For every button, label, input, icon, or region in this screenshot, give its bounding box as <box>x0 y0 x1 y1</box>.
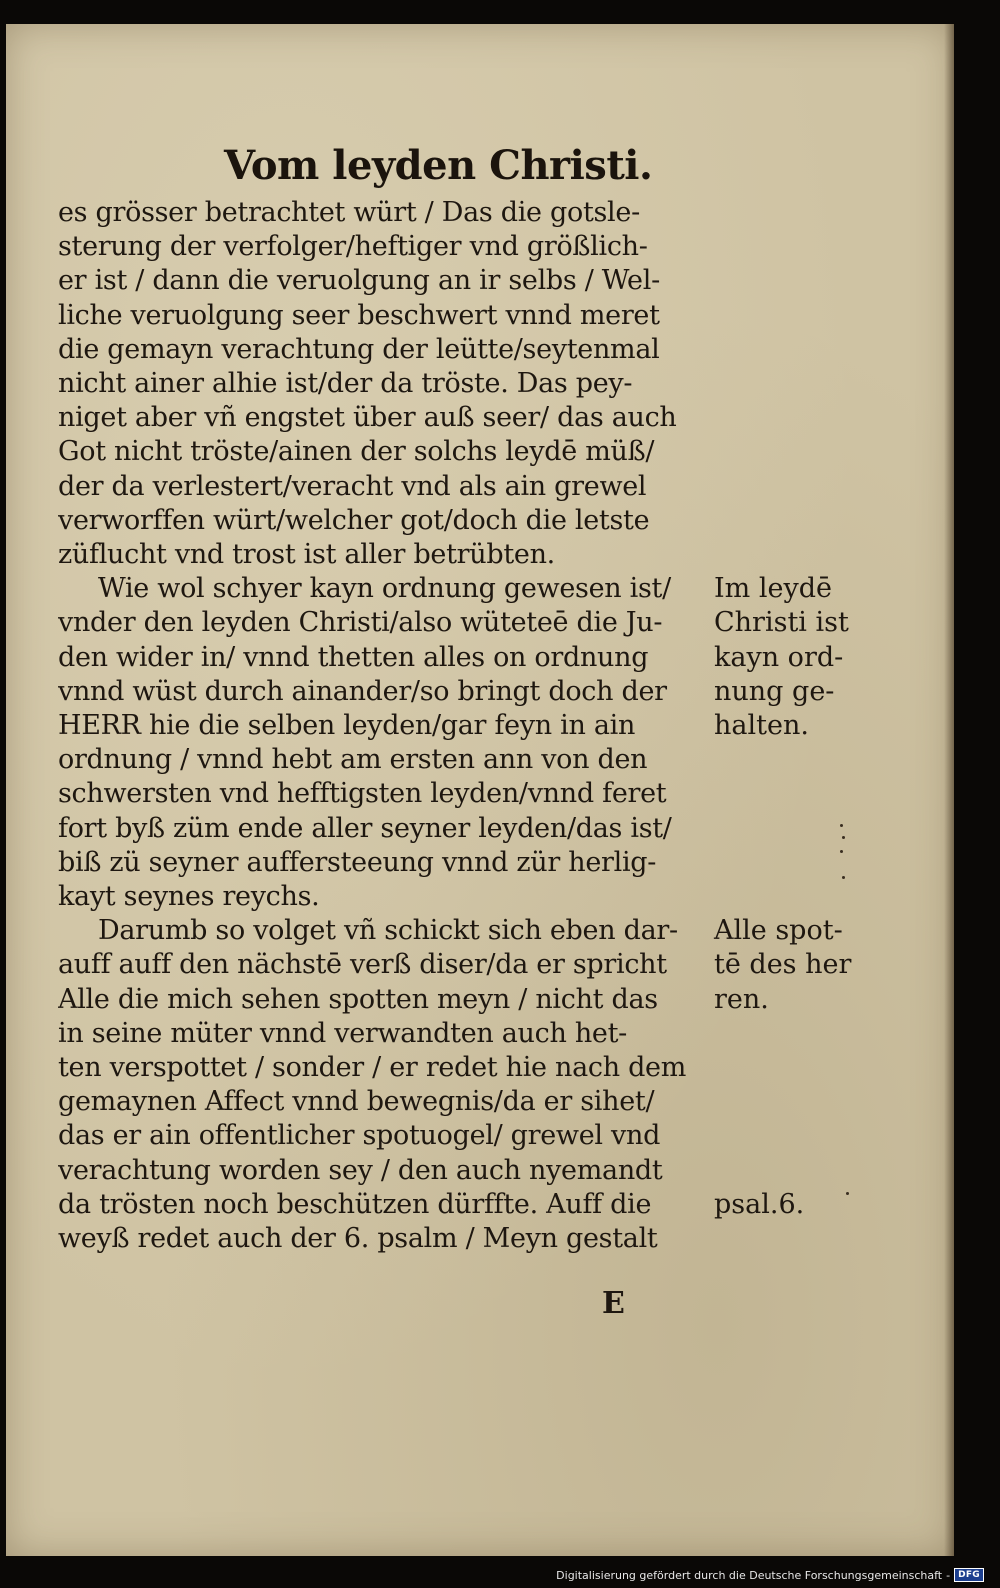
paper-speck <box>842 836 845 839</box>
text-line: HERR hie die selben leyden/gar feyn in ain <box>58 710 636 741</box>
page-spine-shadow <box>944 24 954 1556</box>
margin-note: ren. <box>714 983 769 1015</box>
text-line: er ist / dann die veruolgung an ir selbs / Wel- <box>58 265 660 297</box>
margin-note: Im leydē <box>714 573 832 605</box>
text-line: da trösten noch beschützen dürffte. Auff die <box>58 1188 652 1220</box>
margin-note: Alle spot- <box>714 915 843 947</box>
digitization-footer: Digitalisierung gefördert durch die Deutsche Forschungsgemeinschaft - DFG <box>556 1568 984 1582</box>
text-line: niget aber vñ engstet über auß seer/ das auch <box>58 402 677 434</box>
text-line: ordnung / vnnd hebt am ersten ann von den <box>58 744 648 776</box>
text-line: vnder den leyden Christi/also wüteteē die Ju- <box>58 607 663 639</box>
margin-note: Christi ist <box>714 607 849 639</box>
text-line: biß zü seyner aufferstееung vnnd zür herlig- <box>58 846 657 878</box>
text-line: auff auff den nächstē verß diser/da er spricht <box>58 949 667 981</box>
text-line: es grösser betrachtet würt / Das die gotsle- <box>58 197 640 228</box>
text-line: Got nicht tröste/ainen der solchs leydē müß/ <box>58 436 655 468</box>
book-page <box>6 24 954 1556</box>
margin-note: halten. <box>714 710 809 741</box>
text-line: weyß redet auch der 6. psalm / Meyn gestalt <box>58 1223 658 1254</box>
text-line: züflucht vnd trost ist aller betrübten. <box>58 539 555 570</box>
text-line: das er ain offentlicher spotuogel/ grewel vnd <box>58 1120 661 1152</box>
paper-speck <box>842 876 845 879</box>
margin-note: nung ge- <box>714 675 835 707</box>
margin-note: kayn ord- <box>714 641 844 673</box>
text-line: Wie wol schyer kayn ordnung gewesen ist/ <box>98 573 671 605</box>
text-line: in seine müter vnnd verwandten auch het- <box>58 1017 627 1049</box>
running-head: Vom leyden Christi. <box>224 142 653 189</box>
text-line: sterung der verfolger/heftiger vnd größlich- <box>58 231 648 263</box>
text-line: verachtung worden sey / den auch nyemandt <box>58 1154 663 1186</box>
text-line: schwersten vnd hefftigsten leyden/vnnd feret <box>58 778 667 810</box>
text-line: ten verspottet / sonder / er redet hie nach dem <box>58 1052 687 1083</box>
paper-speck <box>846 1192 849 1195</box>
text-line: vnnd wüst durch ainander/so bringt doch der <box>58 675 667 707</box>
text-line: Alle die mich sehen spotten meyn / nicht das <box>58 983 658 1015</box>
text-line: liche veruolgung seer beschwert vnnd meret <box>58 299 660 331</box>
text-line: fort byß züm ende aller seyner leyden/das ist/ <box>58 812 672 844</box>
paper-speck <box>840 824 843 827</box>
paper-speck <box>840 850 843 853</box>
text-line: Darumb so volget vñ schickt sich eben dar- <box>98 915 678 947</box>
margin-note: psal.6. <box>714 1188 805 1220</box>
funding-credit: Digitalisierung gefördert durch die Deutsche Forschungsgemeinschaft <box>556 1568 943 1582</box>
dfg-logo-icon: DFG <box>954 1568 984 1582</box>
margin-note: tē des her <box>714 949 852 981</box>
text-line: gemaynen Affect vnnd bewegnis/da er sihet/ <box>58 1086 655 1118</box>
text-line: der da verlestert/veracht vnd als ain grewel <box>58 470 647 502</box>
text-line: kayt seynes reychs. <box>58 881 320 912</box>
text-line: den wider in/ vnnd thetten alles on ordnung <box>58 641 649 673</box>
text-line: verworffen würt/welcher got/doch die letste <box>58 504 650 536</box>
catchword: E <box>602 1286 625 1321</box>
text-line: die gemayn verachtung der leütte/seytenmal <box>58 333 660 365</box>
text-line: nicht ainer alhie ist/der da tröste. Das pey- <box>58 368 633 399</box>
